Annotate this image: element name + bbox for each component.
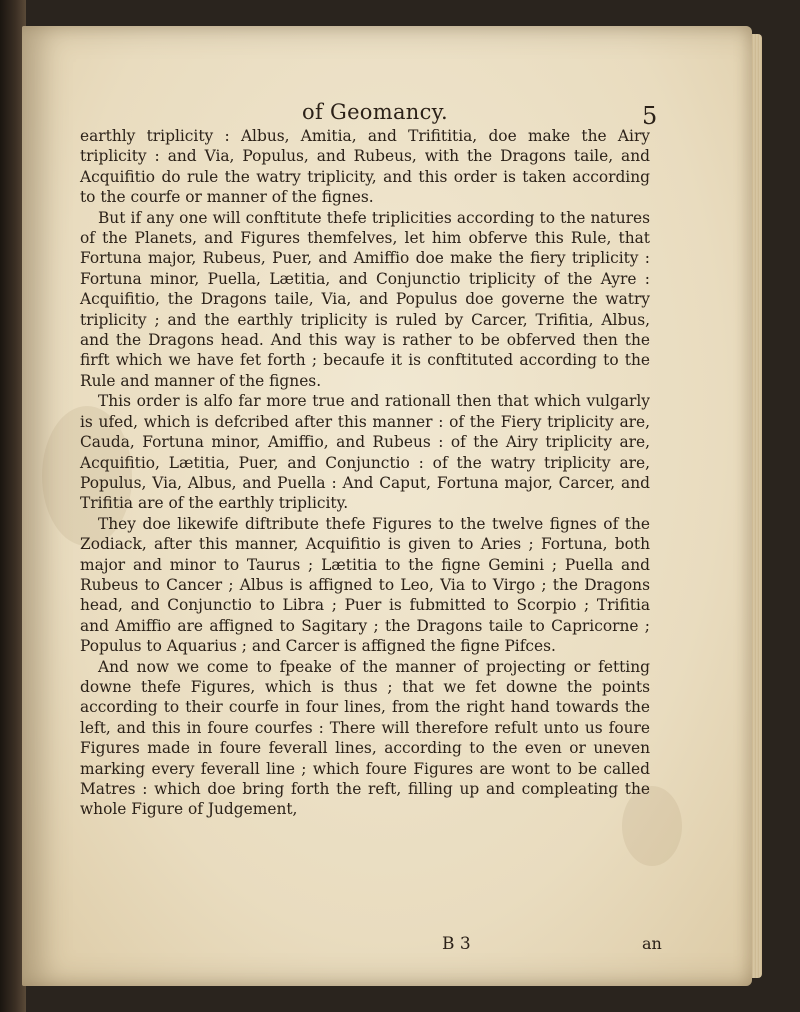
catchword: an	[642, 934, 662, 953]
page-footer	[82, 934, 662, 960]
paragraph: This order is alfo far more true and rationall then that which vulgarly is ufed, which is defcribed after this manner : of the Fiery triplicity are, Cauda, Fortuna minor, Amiffio, and Rubeus : of the Airy triplicity are, Acquifitio, Lætitia, Puer, and Conjunctio : of the watry triplicity are, Populus, Via, Albus, and Puella : And Caput, Fortuna major, Carcer, and Trifitia are of the earthly triplicity.	[80, 392, 650, 513]
book-page	[22, 26, 752, 986]
page-header	[82, 86, 662, 130]
paragraph: earthly triplicity : Albus, Amitia, and Trifititia, doe make the Airy triplicity : and Via, Populus, and Rubeus, with the Dragons taile, and Acquifitio do rule the watry triplicity, and this order is taken according to the courfe or manner of the fignes.	[80, 127, 650, 207]
paragraph: They doe likewife diftribute thefe Figures to the twelve fignes of the Zodiack, after this manner, Acquifitio is given to Aries ; Fortuna, both major and minor to Taurus ; Lætitia to the figne Gemini ; Puella and Rubeus to Cancer ; Albus is affigned to Leo, Via to Virgo ; the Dragons head, and Conjunctio to Libra ; Puer is fubmitted to Scorpio ; Trifitia and Amiffio are affigned to Sagitary ; the Dragons taile to Capricorne ; Populus to Aquarius ; and Carcer is affigned the figne Pifces.	[80, 514, 650, 656]
page-number: 5	[642, 102, 658, 130]
signature-mark: B 3	[442, 934, 471, 954]
body-text	[80, 126, 650, 820]
paragraph: And now we come to fpeake of the manner of projecting or fetting downe thefe Figures, which is thus ; that we fet downe the points according to their courfe in four lines, from the right hand towards the left, and this in foure courfes : There will therefore refult unto us foure Figures made in foure feverall lines, according to the even or uneven marking every feverall line ; which foure Figures are wont to be called Matres : which doe bring forth the reft, filling up and compleating the whole Figure of Judgement,	[80, 657, 650, 819]
running-title: of Geomancy.	[302, 100, 449, 124]
paragraph: But if any one will conftitute thefe triplicities according to the natures of the Planets, and Figures themfelves, let him obferve this Rule, that Fortuna major, Rubeus, Puer, and Amiffio doe make the fiery triplicity : Fortuna minor, Puella, Lætitia, and Conjunctio triplicity of the Ayre : Acquifitio, the Dragons taile, Via, and Populus doe governe the watry triplicity ; and the earthly triplicity is ruled by Carcer, Trifitia, Albus, and the Dragons head. And this way is rather to be obferved then the firft which we have fet forth ; becaufe it is conftituted according to the Rule and manner of the fignes.	[80, 208, 650, 390]
